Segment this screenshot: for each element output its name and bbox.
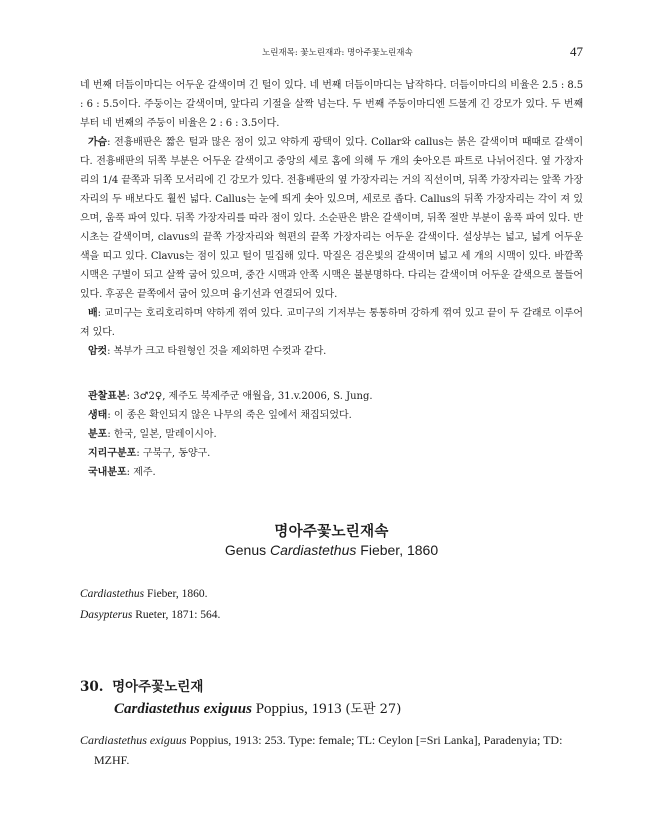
distribution-label: 분포 — [88, 429, 108, 440]
thorax-text: : 전흉배판은 짧은 털과 많은 점이 있고 약하게 광택이 있다. Collar와 callus는 붉은 갈색이며 때때로 갈색이다. 전흉배판의 뒤쪽 부분은 어두운 갈색이고 중앙의 세로 홈에 의해 두 개의 솟아오른 파트로 나뉘어진다. 옆 가장자리의 1/4 끝쪽과 뒤쪽 모서리에 긴 강모가 있다. 전흉배판의 옆 가장자리는 거의 직선이며, 뒤쪽 가장자리는 앞쪽 가장자리의 두 배보다도 훨씬 넓다. Callus는 눈에 띄게 솟아 있으며, 세로로 좁다. Callus의 뒤쪽 가장자리는 각이 져 있으며, 움푹 파여 있다. 뒤쪽 가장자리를 따라 점이 있다. 소순판은 밝은 갈색이며, 뒤쪽 절반 부분이 움푹 파여 있다. 반시초는 갈색이며, clavus의 끝쪽 가장자리와 혁편의 끝쪽 가장자리는 어두운 갈색이다. 설상부는 넓고, 넓게 어두운 색을 띠고 있다. Clavus는 점이 있고 털이 밀집해 있다. 막질은 검은빛의 갈색이며 넓고 세 개의 시맥이 있다. 바깥쪽 시맥은 구별이 되고 살짝 굽어 있으며, 중간 시맥과 안쪽 시맥은 불분명하다. 다리는 갈색이며 어두운 갈색으로 물들어 있다. 후공은 끝쪽에서 굽어 있으며 융기선과 연결되어 있다. — [80, 137, 583, 300]
zoogeo-label: 지리구분포 — [88, 448, 137, 459]
species-plate: (도판 27) — [345, 702, 402, 717]
thorax-paragraph — [80, 133, 583, 304]
ecology-text: : 이 종은 확인되지 않은 나무의 죽은 잎에서 채집되었다. — [107, 410, 352, 421]
synonym-citation: Fieber, 1860. — [144, 588, 208, 600]
zoogeo-text: : 구북구, 동양구. — [136, 448, 211, 459]
female-label: 암컷 — [88, 346, 108, 357]
abdomen-text: : 교미구는 호리호리하며 약하게 꺾여 있다. 교미구의 기저부는 통통하며 강하게 꺾여 있고 끝이 두 갈래로 이루어져 있다. — [80, 308, 583, 338]
species-author: Poppius, 1913 — [251, 701, 342, 717]
citation-line — [80, 730, 583, 750]
synonym-name: Dasypterus — [80, 609, 133, 621]
zoogeo-line — [88, 444, 583, 463]
genus-synonyms — [80, 584, 583, 626]
synonym-citation: Rueter, 1871: 564. — [132, 609, 221, 621]
genus-latin-name: Cardiastethus — [270, 542, 357, 558]
citation-text: Poppius, 1913: 253. Type: female; TL: Ceylon [=Sri Lanka], Paradenyia; TD: — [186, 733, 563, 747]
specimen-metadata — [88, 387, 583, 482]
domestic-label: 국내분포 — [88, 467, 127, 478]
species-citation — [80, 730, 583, 770]
genus-korean-title: 명아주꽃노린재속 — [274, 523, 389, 540]
abdomen-paragraph — [80, 304, 583, 342]
synonym-item — [80, 584, 583, 605]
species-number: 30. — [80, 679, 104, 695]
abdomen-label: 배 — [88, 308, 98, 319]
ecology-label: 생태 — [88, 410, 108, 421]
ecology-line — [88, 406, 583, 425]
thorax-label: 가슴 — [88, 137, 108, 148]
specimens-label: 관찰표본 — [88, 391, 127, 402]
female-paragraph — [80, 342, 583, 361]
running-head: 노린재목: 꽃노린재과: 명아주꽃노린재속 — [262, 48, 413, 58]
distribution-text: : 한국, 일본, 말레이시아. — [107, 429, 217, 440]
genus-author: Fieber, 1860 — [356, 542, 439, 558]
domestic-text: : 제주. — [126, 467, 156, 478]
species-heading — [80, 676, 583, 721]
species-heading-line2 — [80, 698, 583, 721]
species-heading-line1 — [80, 676, 583, 698]
synonym-item — [80, 605, 583, 626]
page-header — [80, 44, 583, 62]
genus-latin-title — [80, 542, 583, 558]
specimens-line — [88, 387, 583, 406]
species-latin-name: Cardiastethus exiguus — [114, 701, 252, 717]
female-text: : 복부가 크고 타원형인 것을 제외하면 수컷과 같다. — [107, 346, 327, 357]
antenna-paragraph: 네 번째 더듬이마디는 어두운 갈색이며 긴 털이 있다. 네 번째 더듬이마디는 납작하다. 더듬이마디의 비율은 2.5 : 8.5 : 6 : 5.5이다. 주둥이는 갈색이며, 앞다리 기절을 살짝 넘는다. 두 번째 주둥이마디엔 드물게 긴 강모가 있다. 두 번째부터 네 번째의 주둥이 비율은 2 : 6 : 3.5이다. — [80, 80, 583, 129]
genus-prefix: Genus — [224, 542, 270, 558]
species-korean-name: 명아주꽃노린재 — [112, 679, 204, 695]
page-number: 47 — [570, 44, 583, 59]
species-description — [80, 76, 583, 361]
citation-name: Cardiastethus exiguus — [80, 733, 187, 747]
distribution-line — [88, 425, 583, 444]
specimens-text: : 3♂2♀, 제주도 북제주군 애월읍, 31.v.2006, S. Jung. — [126, 391, 373, 402]
synonym-name: Cardiastethus — [80, 588, 145, 600]
domestic-line — [88, 463, 583, 482]
citation-continuation: MZHF. — [94, 753, 130, 767]
